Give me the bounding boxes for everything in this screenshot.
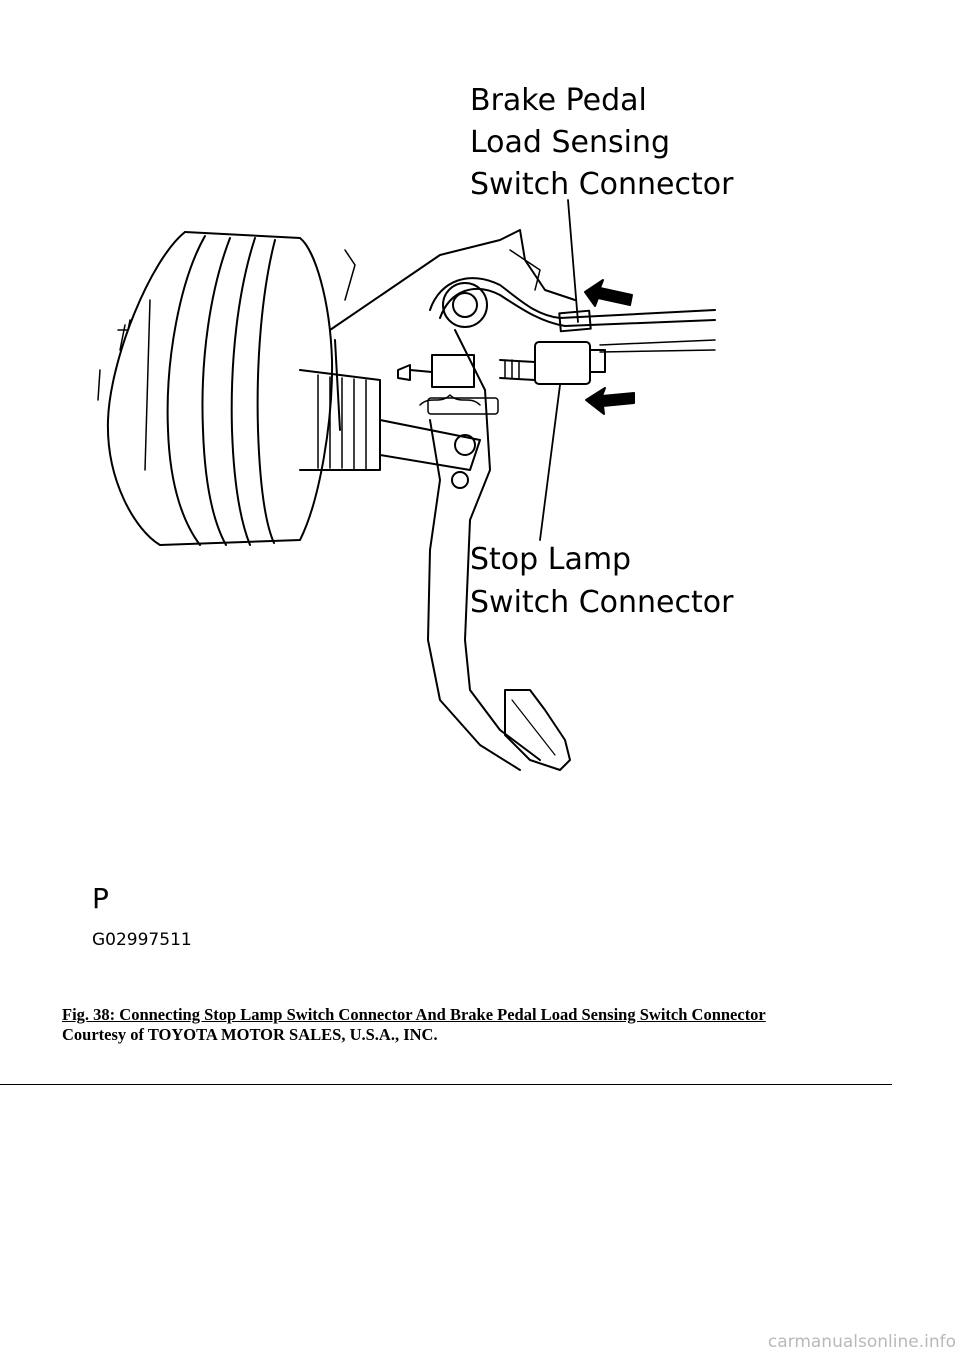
pushrod-bellows (300, 370, 480, 470)
watermark-text: carmanualsonline.info (767, 1332, 956, 1352)
stop-lamp-switch (500, 342, 605, 384)
callout-brake-pedal-line2: Load Sensing (470, 125, 671, 160)
arrow-lower (586, 388, 634, 414)
callout-stop-lamp-line2: Switch Connector (470, 585, 734, 620)
callout-stop-lamp-line1: Stop Lamp (470, 542, 632, 577)
figure-title-link[interactable]: Fig. 38: Connecting Stop Lamp Switch Connector And Brake Pedal Load Sensing Switch Connector (62, 1005, 766, 1024)
courtesy-text: Courtesy of TOYOTA MOTOR SALES, U.S.A., INC. (62, 1025, 438, 1044)
brake-booster (98, 232, 332, 545)
callout-brake-pedal-line3: Switch Connector (470, 167, 734, 202)
figure-marker: P (92, 882, 109, 915)
arrows (585, 280, 634, 414)
leader-lines (540, 200, 578, 540)
figure-caption (62, 1005, 882, 1045)
horizontal-rule (0, 1084, 892, 1085)
arrow-upper (585, 280, 632, 306)
figure-image-code: G02997511 (92, 930, 192, 950)
callout-brake-pedal-line1: Brake Pedal (470, 83, 647, 118)
